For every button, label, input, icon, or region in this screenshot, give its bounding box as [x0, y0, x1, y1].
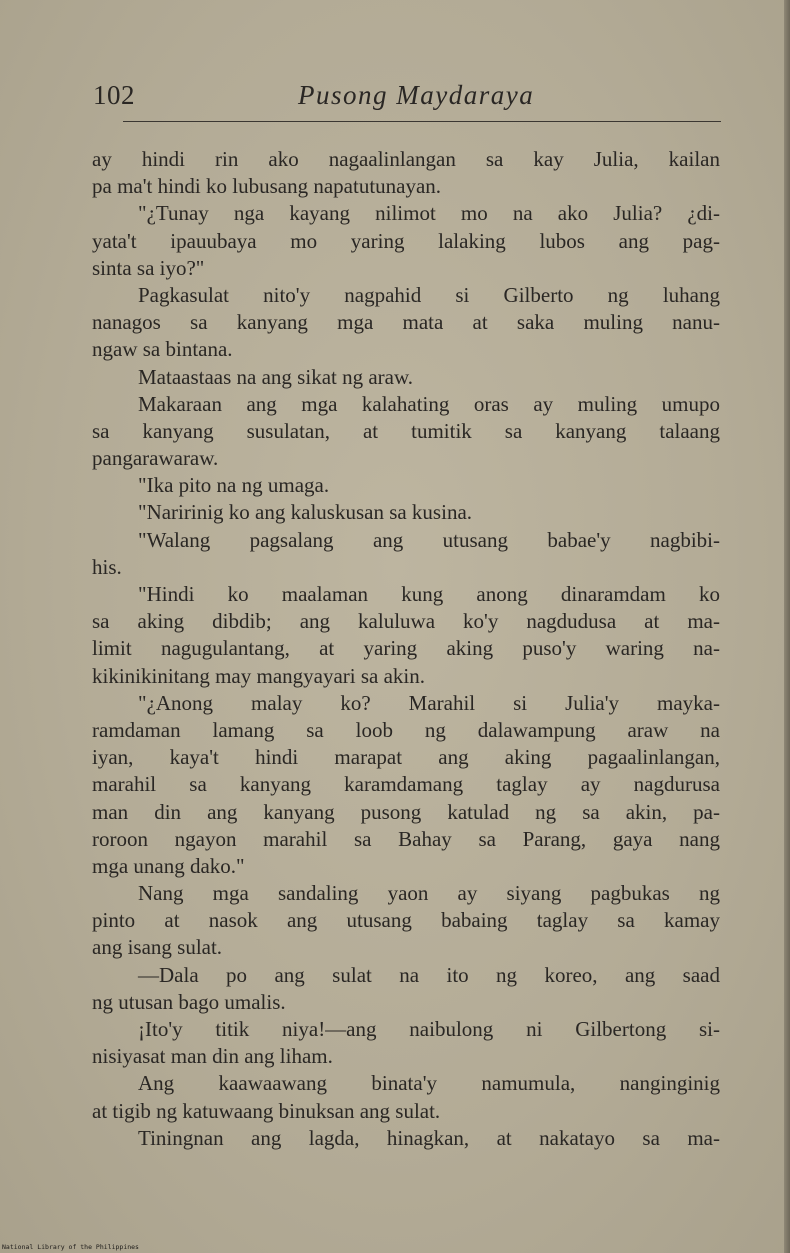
text-line: Mataastaas na ang sikat ng araw. [138, 364, 414, 389]
text-line: sinta sa iyo?" [92, 255, 205, 280]
text-line: "¿Anong malay ko? Marahil si Julia'y mayka- [138, 690, 720, 715]
text-line: ramdaman lamang sa loob ng dalawampung araw na [92, 717, 720, 742]
text-line: pa ma't hindi ko lubusang napatutunayan. [92, 174, 442, 199]
text-line: nisiyasat man din ang liham. [92, 1044, 333, 1069]
text-line: ay hindi rin ako nagaalinlangan sa kay Julia, kailan [92, 147, 720, 171]
text-line: Ang kaawaawang binata'y namumula, nanginginig [138, 1071, 720, 1096]
text-line: at tigib ng katuwaang binuksan ang sulat. [92, 1098, 441, 1123]
text-line: man din ang kanyang pusong katulad ng sa akin, pa- [92, 799, 720, 824]
text-line: yata't ipauubaya mo yaring lalaking lubos ang pag- [92, 228, 720, 253]
text-line: Pagkasulat nito'y nagpahid si Gilberto ng luhang [138, 282, 720, 307]
body-text [92, 146, 720, 1152]
footer-credit: National Library of the Philippines [2, 1243, 139, 1251]
text-line: nanagos sa kanyang mga mata at saka muling nanu- [92, 310, 720, 335]
page-edge [784, 0, 790, 1253]
text-line: sa aking dibdib; ang kaluluwa ko'y nagdudusa at ma- [92, 609, 720, 634]
text-line: Tiningnan ang lagda, hinagkan, at nakatayo sa ma- [138, 1125, 720, 1150]
text-line: "Hindi ko maalaman kung anong dinaramdam ko [138, 582, 720, 606]
page-header [0, 74, 790, 114]
text-line: sa kanyang susulatan, at tumitik sa kanyang talaang [92, 418, 720, 443]
text-line: ngaw sa bintana. [92, 337, 233, 362]
text-line: ng utusan bago umalis. [92, 989, 286, 1014]
text-line: mga unang dako." [92, 853, 245, 878]
text-line: Nang mga sandaling yaon ay siyang pagbukas ng [138, 881, 720, 906]
page-number: 102 [93, 80, 135, 110]
text-line: iyan, kaya't hindi marapat ang aking pagaalinlangan, [92, 745, 720, 770]
text-line: "Ika pito na ng umaga. [138, 473, 330, 498]
text-line: ang isang sulat. [92, 935, 223, 960]
text-line: —Dala po ang sulat na ito ng koreo, ang saad [138, 962, 720, 987]
text-line: pinto at nasok ang utusang babaing taglay sa kamay [92, 908, 720, 933]
text-line: his. [92, 554, 122, 579]
text-line: ¡Ito'y titik niya!—ang naibulong ni Gilbertong si- [138, 1017, 720, 1041]
text-line: Makaraan ang mga kalahating oras ay muling umupo [138, 391, 720, 416]
text-line: "Naririnig ko ang kaluskusan sa kusina. [138, 500, 473, 525]
text-line: pangarawaraw. [92, 446, 219, 471]
text-line: roroon ngayon marahil sa Bahay sa Parang, gaya nang [92, 826, 720, 851]
header-rule [123, 121, 721, 122]
text-line: "¿Tunay nga kayang nilimot mo na ako Julia? ¿di- [138, 201, 720, 226]
text-line: marahil sa kanyang karamdamang taglay ay nagdurusa [92, 772, 720, 797]
text-line: limit nagugulantang, at yaring aking puso'y waring na- [92, 636, 720, 661]
text-line: "Walang pagsalang ang utusang babae'y nagbibi- [138, 527, 720, 552]
text-line: kikinikinitang may mangyayari sa akin. [92, 663, 426, 688]
running-title: Pusong Maydaraya [298, 80, 535, 110]
